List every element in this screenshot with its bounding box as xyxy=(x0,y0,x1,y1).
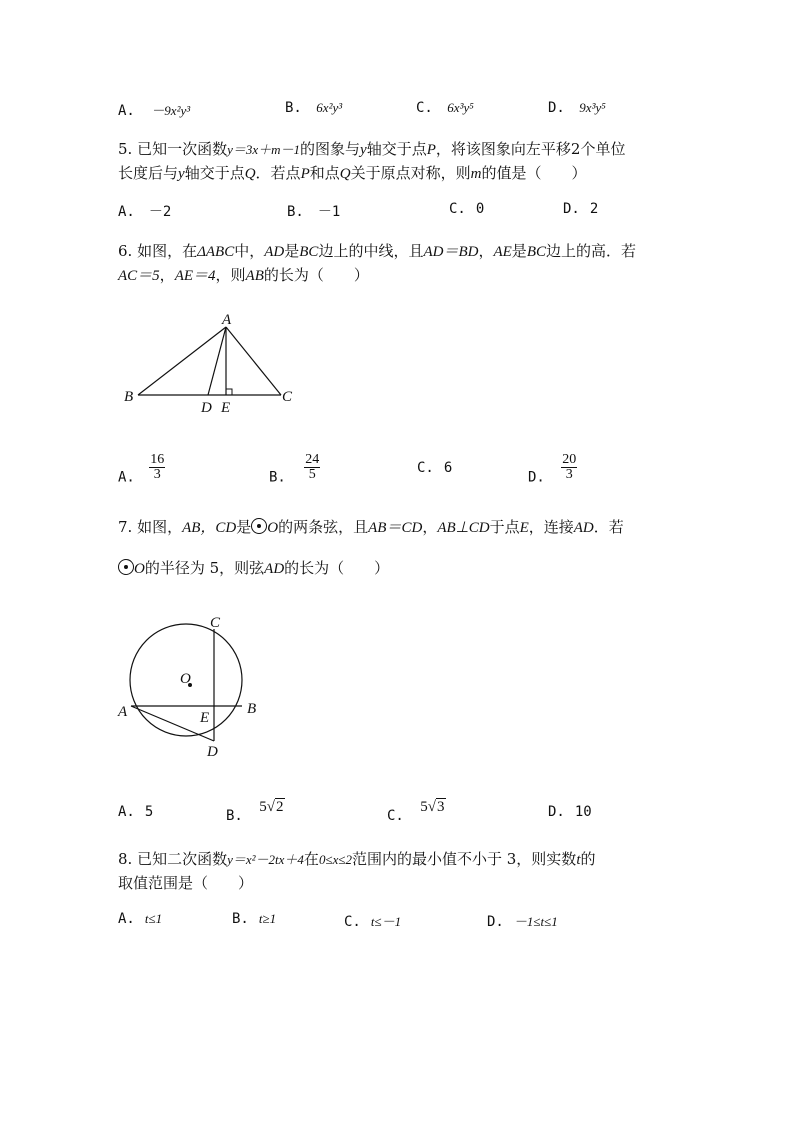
text: 8. 已知二次函数 xyxy=(118,850,228,868)
text: 范围内的最小值不小于 3，则实数 xyxy=(351,850,577,868)
fraction xyxy=(149,453,165,482)
chords: AB，CD xyxy=(182,520,237,536)
text: 在 xyxy=(303,850,319,868)
option-label: B. xyxy=(285,100,302,116)
label-b: B xyxy=(247,701,257,717)
label-o: O xyxy=(180,671,191,687)
q6-option-a xyxy=(118,453,165,486)
q5-option-b xyxy=(287,201,340,221)
option-label: B. xyxy=(232,911,249,927)
option-label: A. xyxy=(118,204,135,220)
range: 0≤x≤2 xyxy=(318,852,352,867)
fraction xyxy=(304,453,320,482)
option-label: C. xyxy=(449,201,466,217)
radicand: 3 xyxy=(437,799,445,815)
text: 中， xyxy=(234,242,265,260)
text: 6. 如图，在 xyxy=(118,242,198,260)
text: ．若点 xyxy=(255,164,301,182)
option-value: －9x²y³ xyxy=(151,103,191,118)
q6-stem-line2 xyxy=(118,264,369,285)
q5-stem-line2 xyxy=(118,162,586,183)
seg-bc: BC xyxy=(526,244,546,260)
option-label: D. xyxy=(563,201,580,217)
option-label: B. xyxy=(269,469,286,486)
option-value: t≤－1 xyxy=(370,914,402,929)
option-value: －2 xyxy=(148,204,172,220)
triangle-abc: ΔABC xyxy=(197,244,235,260)
label-c: C xyxy=(210,615,221,631)
q8-stem-line2: 取值范围是（ ） xyxy=(118,874,254,892)
text: 关于原点对称，则 xyxy=(350,164,471,182)
label-e: E xyxy=(200,710,210,726)
var-y: y xyxy=(178,166,185,182)
denominator: 3 xyxy=(565,467,573,482)
label-c: C xyxy=(282,389,293,405)
segment-ac xyxy=(226,327,281,395)
option-value: 6 xyxy=(443,460,453,476)
q8-option-d xyxy=(487,911,558,930)
var-e: E xyxy=(519,520,529,536)
q7-option-b xyxy=(226,799,285,824)
coefficient: 5 xyxy=(420,799,428,815)
text: 是 xyxy=(284,242,300,260)
q5-option-a xyxy=(118,201,171,221)
q5-option-c xyxy=(449,201,484,217)
equation: AE＝4 xyxy=(174,268,216,284)
label-e: E xyxy=(221,400,231,416)
text: 的 xyxy=(580,850,596,868)
q6-triangle-figure xyxy=(118,305,308,420)
option-value: 9x³y⁵ xyxy=(579,100,606,115)
text: 5. 已知一次函数 xyxy=(118,140,228,158)
q8-option-c xyxy=(344,911,401,930)
option-label: D. xyxy=(548,100,565,116)
q7-circle-figure xyxy=(112,610,272,765)
label-d: D xyxy=(207,744,218,760)
segment-ab xyxy=(138,327,226,395)
q7-stem-line2 xyxy=(118,557,389,578)
denominator: 3 xyxy=(153,467,161,482)
text: 的图象与 xyxy=(300,140,361,158)
numerator: 20 xyxy=(562,452,577,467)
text: ，则 xyxy=(215,266,246,284)
text: ， xyxy=(422,518,438,536)
text: 的半径为 5，则弦 xyxy=(144,559,265,577)
q5-option-d xyxy=(563,201,598,217)
text: ．若 xyxy=(593,518,624,536)
perpendicular: AB⊥CD xyxy=(437,520,490,536)
option-value: 6x³y⁵ xyxy=(447,100,474,115)
seg-bc: BC xyxy=(299,244,319,260)
option-label: D. xyxy=(528,469,545,486)
text: 和点 xyxy=(309,164,340,182)
var-y: y xyxy=(360,142,367,158)
q7-option-d xyxy=(548,804,592,820)
label-b: B xyxy=(124,389,134,405)
var-t: t xyxy=(576,852,581,868)
equation: AC＝5 xyxy=(118,268,160,284)
segment-ad xyxy=(208,327,226,395)
text: 的长为（ ） xyxy=(263,266,369,284)
text: 轴交于点 xyxy=(184,164,245,182)
denominator: 5 xyxy=(308,467,316,482)
var-m: m xyxy=(470,166,482,182)
option-label: A. xyxy=(118,469,135,486)
text: 轴交于点 xyxy=(366,140,427,158)
q7-stem-line1 xyxy=(118,516,624,537)
q7-option-c xyxy=(387,799,446,824)
right-angle-mark xyxy=(226,389,232,395)
text: 边上的中线，且 xyxy=(318,242,424,260)
option-value: 2 xyxy=(589,201,599,217)
option-label: D. xyxy=(487,914,504,930)
sqrt-symbol: √ xyxy=(427,799,437,815)
seg-ad: AD xyxy=(573,520,594,536)
circle-symbol-icon xyxy=(118,559,134,575)
label-d: D xyxy=(201,400,212,416)
var-q: Q xyxy=(339,166,351,182)
text: ，连接 xyxy=(528,518,574,536)
q8-option-a xyxy=(118,911,162,927)
text: ， xyxy=(478,242,494,260)
sqrt-symbol: √ xyxy=(266,799,276,815)
option-value: t≤1 xyxy=(144,911,163,926)
q5-stem-line1 xyxy=(118,138,625,159)
var-q: Q xyxy=(244,166,256,182)
q4-option-b xyxy=(285,100,342,116)
option-label: D. xyxy=(548,804,565,820)
q6-stem-line1 xyxy=(118,240,636,261)
option-label: C. xyxy=(344,914,361,930)
q7-option-a xyxy=(118,804,153,820)
text: 于点 xyxy=(489,518,520,536)
q4-option-a xyxy=(118,100,190,119)
option-value: 10 xyxy=(574,804,592,820)
q4-option-d xyxy=(548,100,606,116)
option-label: C. xyxy=(416,100,433,116)
option-value: t≥1 xyxy=(258,911,277,926)
var-o: O xyxy=(267,520,279,536)
numerator: 16 xyxy=(150,452,165,467)
seg-ab: AB xyxy=(245,268,264,284)
q6-option-d xyxy=(528,453,577,486)
text: 是 xyxy=(236,518,252,536)
option-label: C. xyxy=(387,808,404,824)
q6-option-c xyxy=(417,460,452,476)
var-p: P xyxy=(426,142,436,158)
option-label: A. xyxy=(118,804,135,820)
text: 长度后与 xyxy=(118,164,179,182)
var-p: P xyxy=(300,166,310,182)
seg-ad: AD xyxy=(264,561,285,577)
var-o: O xyxy=(134,561,145,577)
label-a: A xyxy=(118,704,128,720)
equation: AD＝BD xyxy=(423,244,479,260)
text: 是 xyxy=(511,242,527,260)
label-a: A xyxy=(222,312,232,328)
option-value: 5 xyxy=(144,804,154,820)
q6-option-b xyxy=(269,453,320,486)
text: 的两条弦，且 xyxy=(278,518,369,536)
text: 的值是（ ） xyxy=(481,164,587,182)
option-value: 0 xyxy=(475,201,485,217)
text: 边上的高．若 xyxy=(545,242,636,260)
q8-stem-line1 xyxy=(118,848,596,869)
text: ， xyxy=(159,266,175,284)
option-label: B. xyxy=(287,204,304,220)
fraction xyxy=(561,453,577,482)
equation: y＝x²－2tx＋4 xyxy=(227,852,304,867)
option-value: －1≤t≤1 xyxy=(513,914,558,929)
numerator: 24 xyxy=(305,452,320,467)
q8-option-b xyxy=(232,911,276,927)
radicand: 2 xyxy=(276,799,284,815)
option-label: B. xyxy=(226,808,243,824)
option-label: A. xyxy=(118,911,135,927)
option-label: A. xyxy=(118,103,135,119)
circle-symbol-icon xyxy=(251,518,267,534)
text: ，将该图象向左平移2个单位 xyxy=(435,140,626,158)
equation: AB＝CD xyxy=(368,520,423,536)
text: 7. 如图， xyxy=(118,518,183,536)
option-value: －1 xyxy=(317,204,341,220)
equation: y＝3x＋m－1 xyxy=(227,142,301,157)
coefficient: 5 xyxy=(259,799,267,815)
q4-option-c xyxy=(416,100,474,116)
seg-ad: AD xyxy=(264,244,285,260)
seg-ae: AE xyxy=(493,244,512,260)
text: 的长为（ ） xyxy=(284,559,390,577)
option-value: 6x²y³ xyxy=(316,100,343,115)
option-label: C. xyxy=(417,460,434,476)
